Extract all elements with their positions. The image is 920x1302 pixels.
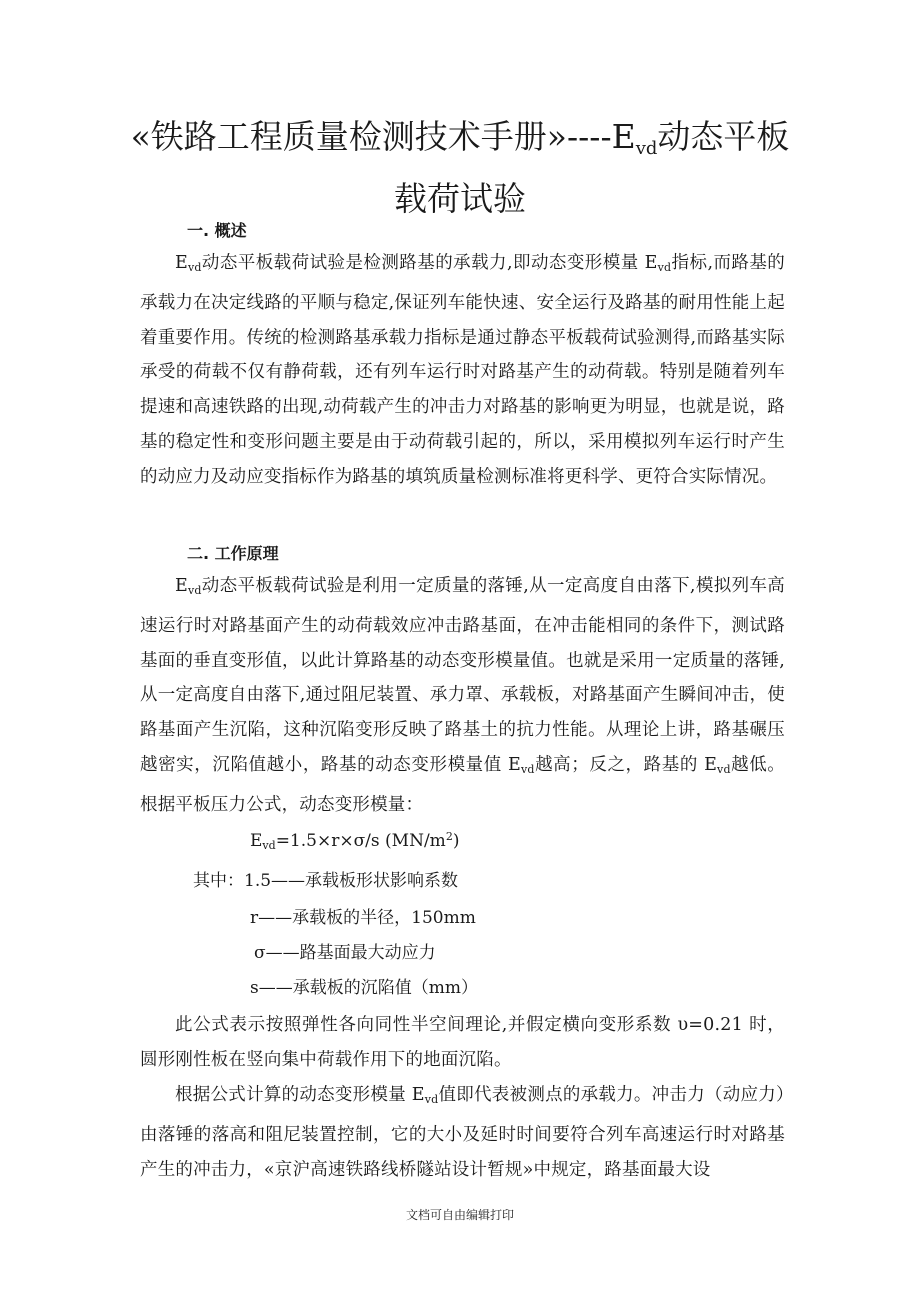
- evd-subscript: vd: [187, 584, 202, 597]
- paragraph-evd-value: [140, 1078, 785, 1187]
- paragraph-text: 越高；反之，路基的 E: [534, 754, 718, 775]
- section-heading-overview: 一. 概述: [187, 221, 247, 240]
- document-title: [120, 112, 800, 224]
- formula-where-sigma: σ——路基面最大动应力: [254, 943, 436, 963]
- evd-subscript: vd: [187, 261, 202, 274]
- page-footer: 文档可自由编辑打印: [405, 1208, 514, 1222]
- formula-subscript: vd: [262, 839, 276, 852]
- paragraph-text: 动态平板载荷试验是检测路基的承载力,即动态变形模量 E: [201, 253, 658, 273]
- evd-subscript: vd: [657, 261, 672, 274]
- paragraph-text: 动态平板载荷试验是利用一定质量的落锤,从一定高度自由落下,模拟列车高速运行时对路基面产生的动荷载效应冲击路基面，在冲击能相同的条件下，测试路基面的垂直变形值，以此计算路基的动态变形模量值。也就是采用一定质量的落锤,从一定高度自由落下,通过阻尼装置、承力罩、承载板，对路基面产生瞬间冲击，使路基面产生沉陷，这种沉陷变形反映了路基土的抗力性能。从理论上讲，路基碾压越密实，沉陷值越小，路基的动态变形模量值 E: [140, 576, 785, 775]
- evd-symbol: E: [175, 576, 188, 596]
- paragraph-formula-note: 此公式表示按照弹性各向同性半空间理论,并假定横向变形系数 υ=0.21 时，圆形刚性板在竖向集中荷载作用下的地面沉陷。: [140, 1015, 785, 1070]
- title-subscript: vd: [635, 138, 658, 159]
- paragraph-text: 越低。根据平板压力公式，动态变形模量：: [140, 754, 785, 815]
- paragraph-overview: [140, 246, 785, 495]
- formula-where-r: r——承载板的半径，150mm: [250, 908, 476, 928]
- title-text-2: 动态平板载荷试验: [394, 117, 790, 218]
- evd-subscript: vd: [424, 1093, 439, 1106]
- paragraph-principle: [140, 569, 785, 823]
- formula-rhs: =1.5×r×σ/s (MN/m: [275, 831, 446, 851]
- formula-where-lead: 其中：1.5——承载板形状影响系数: [193, 871, 459, 891]
- paragraph-text: 根据公式计算的动态变形模量 E: [175, 1085, 425, 1105]
- section-heading-principle: 二. 工作原理: [187, 544, 279, 563]
- formula-superscript: 2: [445, 830, 453, 843]
- title-text-1: «铁路工程质量检测技术手册»----E: [130, 117, 636, 156]
- formula-where-s: s——承载板的沉陷值（mm）: [250, 978, 478, 998]
- evd-symbol: E: [175, 253, 188, 273]
- formula-close: ): [452, 831, 460, 851]
- paragraph-text: 指标,而路基的承载力在决定线路的平顺与稳定,保证列车能快速、安全运行及路基的耐用性能上起着重要作用。传统的检测路基承载力指标是通过静态平板载荷试验测得,而路基实际承受的荷载不仅有静荷载，还有列车运行时对路基产生的动荷载。特别是随着列车提速和高速铁路的出现,动荷载产生的冲击力对路基的影响更为明显，也就是说，路基的稳定性和变形问题主要是由于动荷载引起的，所以，采用模拟列车运行时产生的动应力及动应变指标作为路基的填筑质量检测标准将更科学、更符合实际情况。: [140, 253, 785, 487]
- evd-formula: [250, 830, 459, 852]
- paragraph-text: 值即代表被测点的承载力。冲击力（动应力）由落锤的落高和阻尼装置控制，它的大小及延时时间要符合列车高速运行时对路基产生的冲击力，«京沪高速铁路线桥隧站设计暂规»中规定，路基面最大设: [140, 1085, 785, 1180]
- evd-subscript: vd: [521, 762, 535, 776]
- formula-lhs: E: [250, 831, 263, 851]
- evd-subscript: vd: [717, 762, 731, 776]
